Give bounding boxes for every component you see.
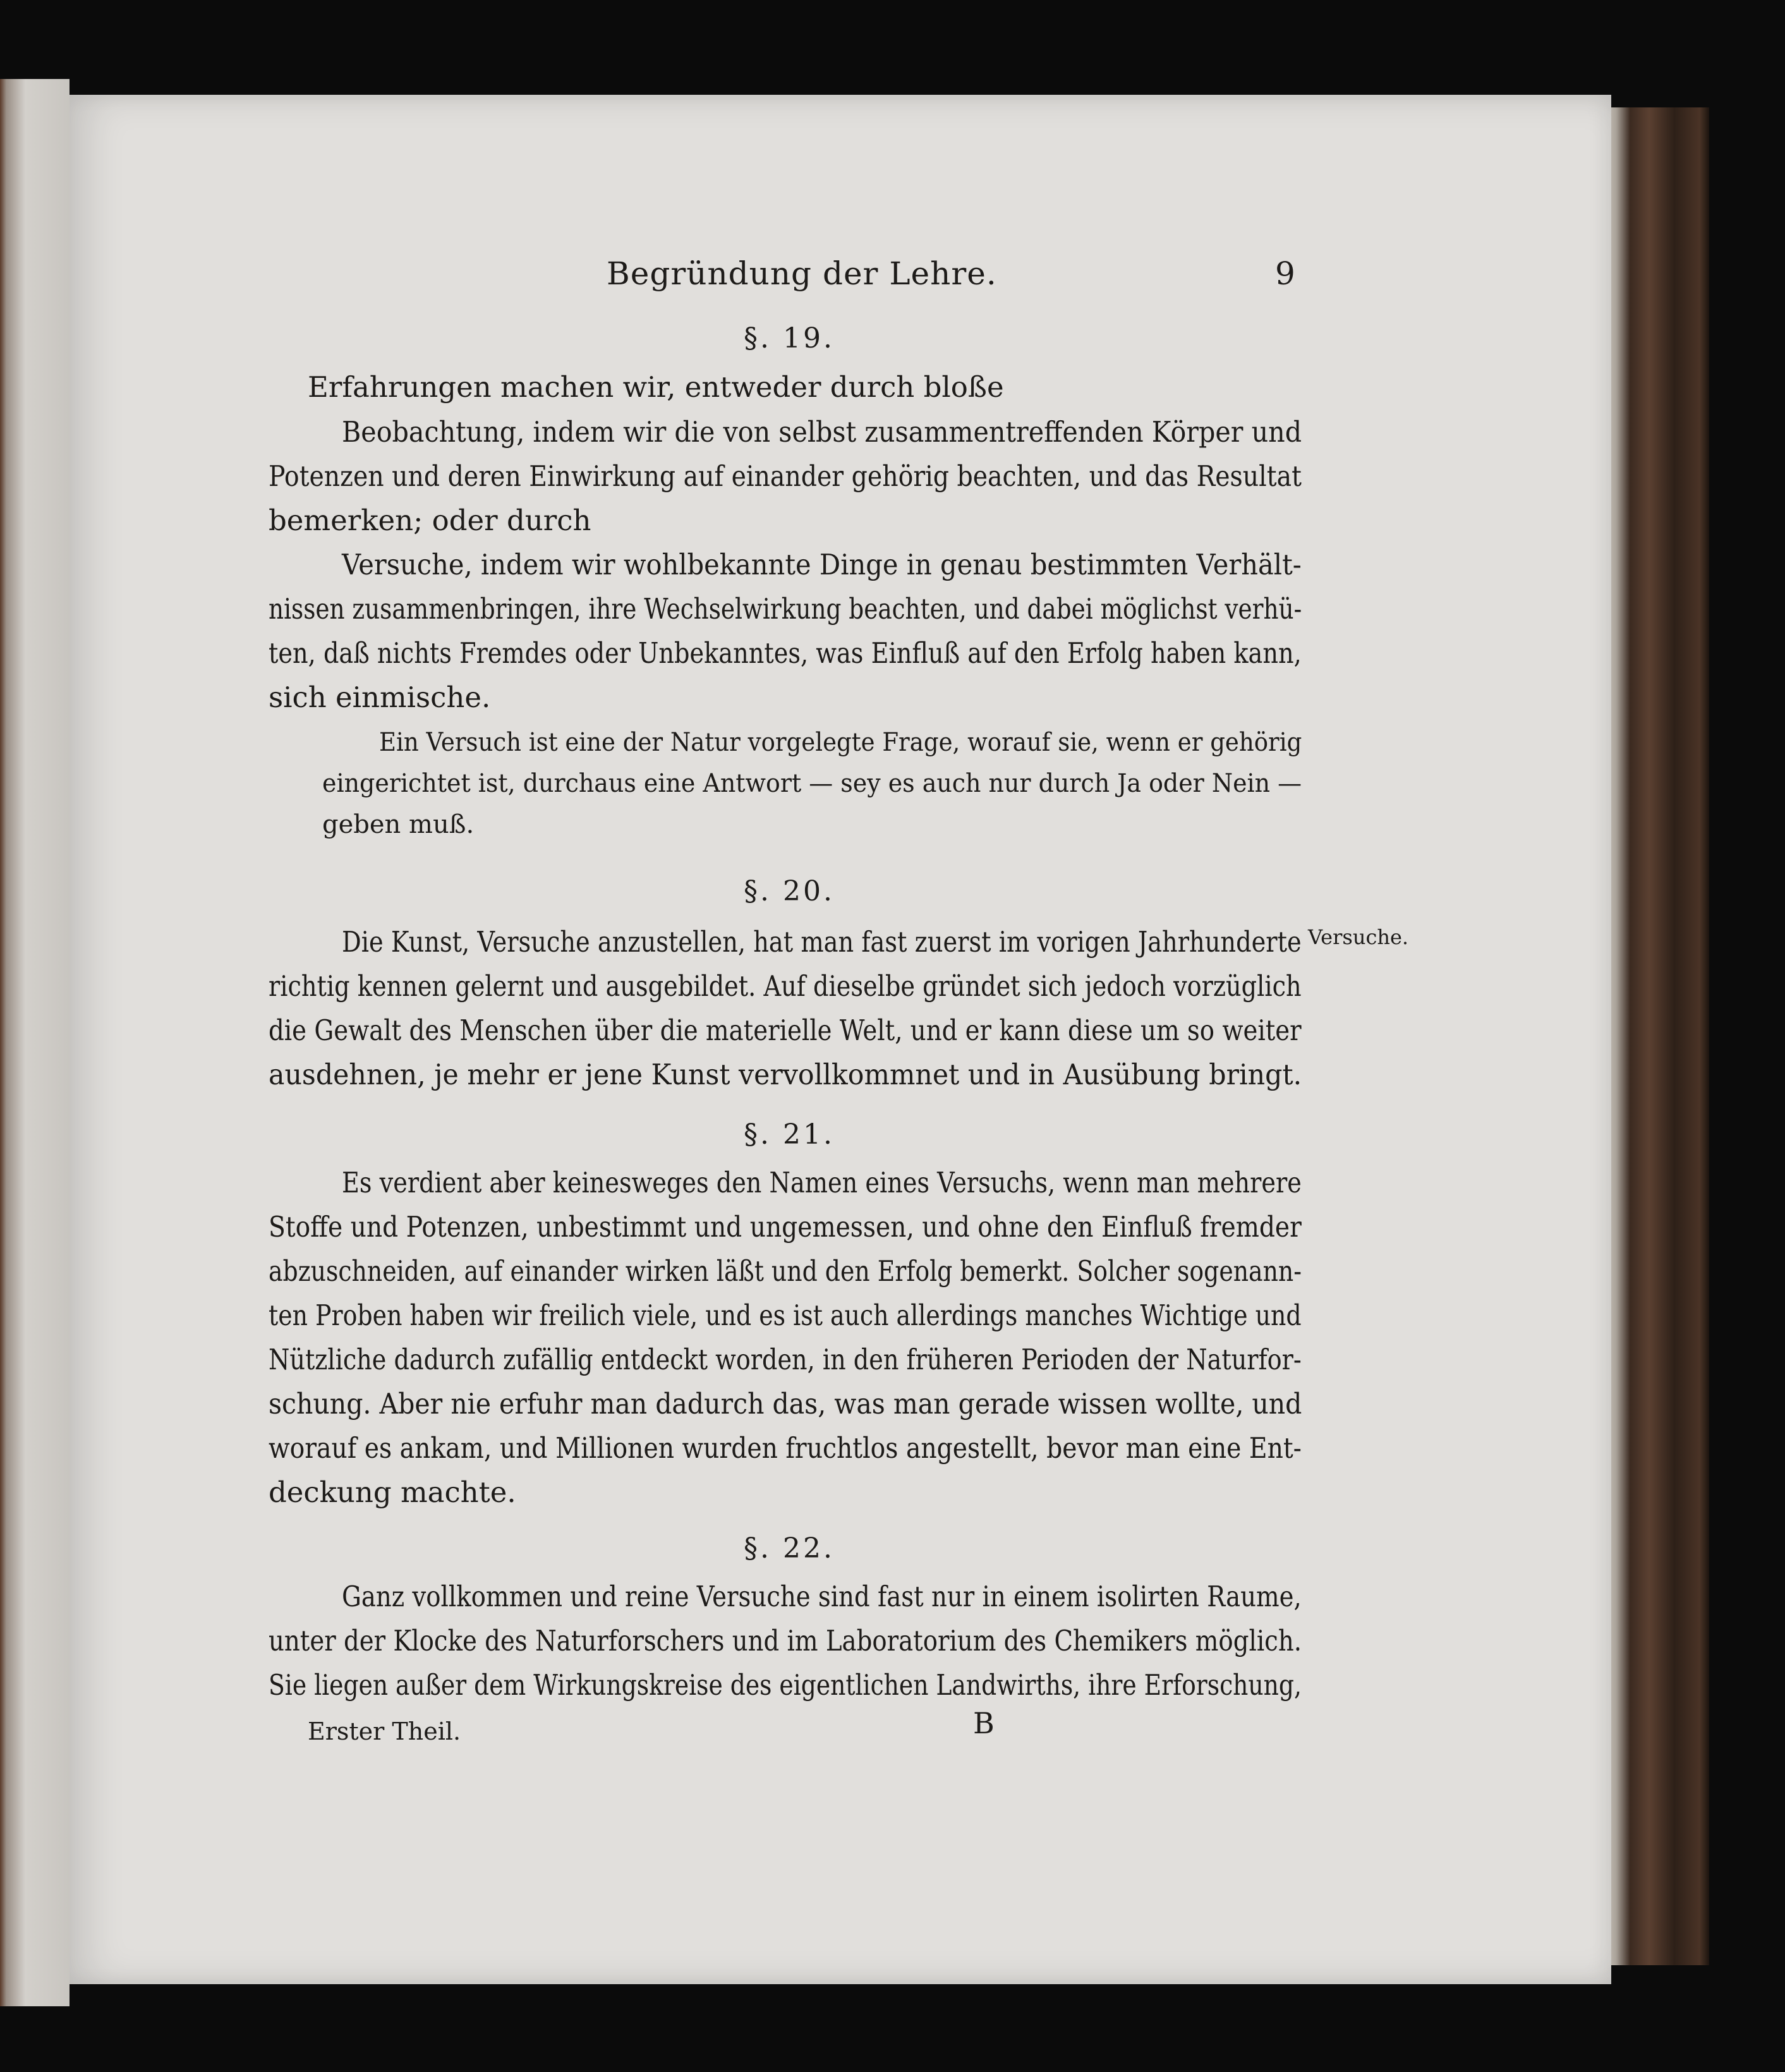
paragraph-line: deckung machte. <box>269 1475 516 1509</box>
signature-mark: B <box>973 1706 995 1740</box>
page-number: 9 <box>1275 255 1295 292</box>
paragraph-line: Es verdient aber keinesweges den Namen eines Versuchs, wenn man mehrere <box>342 1166 1302 1199</box>
paragraph-line: Nützliche dadurch zufällig entdeckt worden, in den früheren Perioden der Naturfor- <box>269 1343 1302 1376</box>
note-line: eingerichtet ist, durchaus eine Antwort — sey es auch nur durch Ja oder Nein — <box>322 769 1302 798</box>
paragraph-line: nissen zusammenbringen, ihre Wechselwirkung beachten, und dabei möglichst verhü- <box>269 592 1302 626</box>
running-head: Begründung der Lehre. <box>607 255 997 292</box>
section-mark-19: §. 19. <box>744 322 835 354</box>
paragraph-line: ten, daß nichts Fremdes oder Unbekanntes, was Einfluß auf den Erfolg haben kann, <box>269 636 1302 670</box>
note-line: geben muß. <box>322 810 475 839</box>
paragraph-line: worauf es ankam, und Millionen wurden fruchtlos angestellt, bevor man eine Ent- <box>269 1431 1302 1465</box>
paragraph-line: ausdehnen, je mehr er jene Kunst vervollkommnet und in Ausübung bringt. <box>269 1058 1302 1091</box>
footer-volume-label: Erster Theil. <box>308 1718 461 1745</box>
paragraph-line: richtig kennen gelernt und ausgebildet. Auf dieselbe gründet sich jedoch vorzüglich <box>269 969 1302 1003</box>
paragraph-line: ten Proben haben wir freilich viele, und es ist auch allerdings manches Wichtige und <box>269 1299 1302 1332</box>
paragraph-line: schung. Aber nie erfuhr man dadurch das, was man gerade wissen wollte, und <box>269 1387 1302 1421</box>
paragraph-line: Beobachtung, indem wir die von selbst zusammentreffenden Körper und <box>342 415 1302 449</box>
paragraph-line: Potenzen und deren Einwirkung auf einander gehörig beachten, und das Resultat <box>269 459 1302 493</box>
section-mark-22: §. 22. <box>744 1532 835 1565</box>
paragraph-line: Ganz vollkommen und reine Versuche sind fast nur in einem isolirten Raume, <box>342 1580 1302 1613</box>
paragraph-line: Versuche, indem wir wohlbekannte Dinge in genau bestimmten Verhält- <box>342 548 1302 581</box>
margin-note: Versuche. <box>1308 925 1409 949</box>
paragraph-line: abzuschneiden, auf einander wirken läßt und den Erfolg bemerkt. Solcher sogenann- <box>269 1254 1302 1288</box>
paragraph-line: unter der Klocke des Naturforschers und im Laboratorium des Chemikers möglich. <box>269 1624 1302 1657</box>
paragraph-line: Die Kunst, Versuche anzustellen, hat man fast zuerst im vorigen Jahrhunderte <box>342 925 1302 959</box>
paragraph-line: die Gewalt des Menschen über die materielle Welt, und er kann diese um so weiter <box>269 1014 1302 1047</box>
paragraph-line: sich einmische. <box>269 681 491 714</box>
note-line: Ein Versuch ist eine der Natur vorgelegte Frage, worauf sie, wenn er gehörig <box>379 728 1302 757</box>
left-page-edge <box>0 79 70 2006</box>
paragraph-line: Sie liegen außer dem Wirkungskreise des eigentlichen Landwirths, ihre Erforschung, <box>269 1668 1302 1702</box>
paragraph-line: Stoffe und Potenzen, unbestimmt und ungemessen, und ohne den Einfluß fremder <box>269 1210 1302 1244</box>
book-spine-edge <box>1605 107 1709 1965</box>
paragraph-line: bemerken; oder durch <box>269 504 591 537</box>
section-mark-20: §. 20. <box>744 875 835 907</box>
section-mark-21: §. 21. <box>744 1118 835 1151</box>
paragraph-line: Erfahrungen machen wir, entweder durch bloße <box>308 370 1004 404</box>
